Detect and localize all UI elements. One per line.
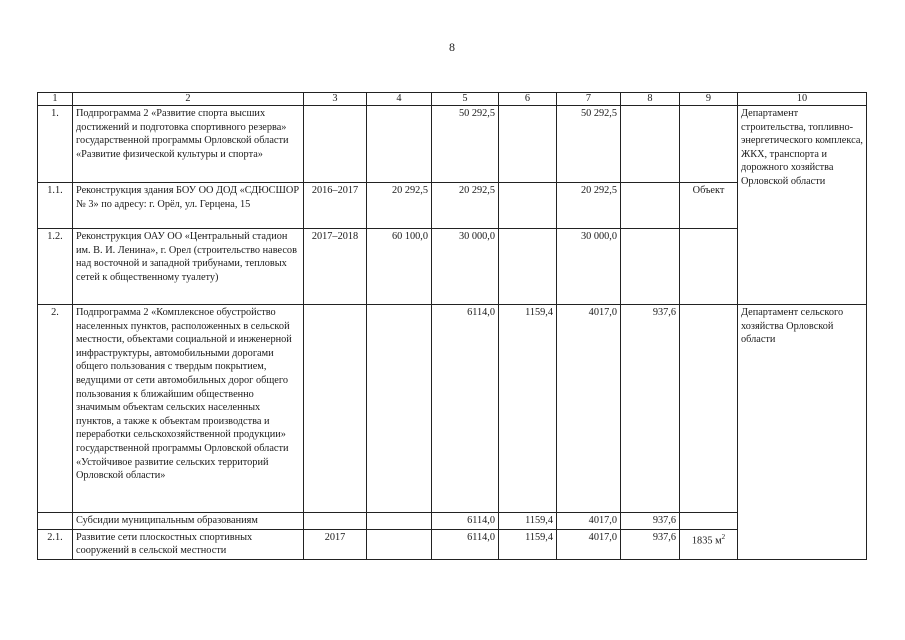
col-header: 7 xyxy=(557,93,621,106)
row-value-c7: 50 292,5 xyxy=(557,106,621,183)
row-number: 2.1. xyxy=(38,529,73,559)
row-value-c8 xyxy=(621,229,680,305)
row-value-c5: 30 000,0 xyxy=(432,229,499,305)
row-period xyxy=(304,513,367,530)
row-value-c5: 6114,0 xyxy=(432,529,499,559)
row-value-c6: 1159,4 xyxy=(499,513,557,530)
row-number: 1.1. xyxy=(38,183,73,229)
row-period xyxy=(304,106,367,183)
row-period: 2016–2017 xyxy=(304,183,367,229)
row-name: Развитие сети плоскостных спортивных сооружений в сельской местности xyxy=(73,529,304,559)
row-name: Реконструкция ОАУ ОО «Центральный стадион им. В. И. Ленина», г. Орел (строительство навесов над восточной и западной трибунами, тепловых сетей к общественному туалету) xyxy=(73,229,304,305)
col-header: 6 xyxy=(499,93,557,106)
row-value-c5: 20 292,5 xyxy=(432,183,499,229)
row-name: Реконструкция здания БОУ ОО ДОД «СДЮСШОР № 3» по адресу: г. Орёл, ул. Герцена, 15 xyxy=(73,183,304,229)
row-value-c5: 50 292,5 xyxy=(432,106,499,183)
row-name: Подпрограмма 2 «Комплексное обустройство населенных пунктов, расположенных в сельской местности, объектами социальной и инженерной инфраструктуры, автомобильными дорогами общего пользования с твердым покрытием, ведущими от сети автомобильных дорог общего пользования к ближайшим общественно значимым объектам сельских населенных пунктов, а также к объектам производства и переработки сельскохозяйственной продукции» государственной программы Орловской области «Устойчивое развитие сельских территорий Орловской области» xyxy=(73,305,304,513)
col-header: 2 xyxy=(73,93,304,106)
row-number xyxy=(38,513,73,530)
row-number: 2. xyxy=(38,305,73,513)
row-value-c8: 937,6 xyxy=(621,513,680,530)
col-header: 8 xyxy=(621,93,680,106)
row-value-c7: 30 000,0 xyxy=(557,229,621,305)
row-number: 1.2. xyxy=(38,229,73,305)
row-value-c8: 937,6 xyxy=(621,529,680,559)
row-value-c7: 4017,0 xyxy=(557,513,621,530)
row-value-c9: Объект xyxy=(680,183,738,229)
row-value-c9 xyxy=(680,513,738,530)
row-value-c4: 60 100,0 xyxy=(367,229,432,305)
row-number: 1. xyxy=(38,106,73,183)
row-value-c6 xyxy=(499,229,557,305)
row-value-c4: 20 292,5 xyxy=(367,183,432,229)
row-value-c9 xyxy=(680,106,738,183)
row-value-c9 xyxy=(680,229,738,305)
col-header: 5 xyxy=(432,93,499,106)
area-unit-exponent: 2 xyxy=(721,532,726,541)
area-value: 1835 м xyxy=(691,535,722,547)
col-header: 4 xyxy=(367,93,432,106)
row-value-c9 xyxy=(680,529,738,559)
col-header: 1 xyxy=(38,93,73,106)
row-value-c7: 4017,0 xyxy=(557,305,621,513)
department-cell: Департамент строительства, топливно-энергетического комплекса, ЖКХ, транспорта и дорожного хозяйства Орловской области xyxy=(738,106,867,305)
row-value-c6: 1159,4 xyxy=(499,305,557,513)
row-name: Подпрограмма 2 «Развитие спорта высших достижений и подготовка спортивного резерва» государственной программы Орловской области «Развитие физической культуры и спорта» xyxy=(73,106,304,183)
row-value-c7: 4017,0 xyxy=(557,529,621,559)
header-row xyxy=(38,93,867,106)
row-name: Субсидии муниципальным образованиям xyxy=(73,513,304,530)
col-header: 9 xyxy=(680,93,738,106)
row-value-c6 xyxy=(499,106,557,183)
row-value-c6 xyxy=(499,183,557,229)
row-value-c4 xyxy=(367,529,432,559)
row-value-c8 xyxy=(621,106,680,183)
row-period xyxy=(304,305,367,513)
table-row xyxy=(38,106,867,183)
row-period: 2017–2018 xyxy=(304,229,367,305)
row-value-c5: 6114,0 xyxy=(432,305,499,513)
row-value-c9 xyxy=(680,305,738,513)
row-value-c6: 1159,4 xyxy=(499,529,557,559)
row-value-c5: 6114,0 xyxy=(432,513,499,530)
row-value-c7: 20 292,5 xyxy=(557,183,621,229)
page-number: 8 xyxy=(449,40,455,54)
row-value-c4 xyxy=(367,106,432,183)
row-value-c4 xyxy=(367,305,432,513)
program-table xyxy=(37,92,867,560)
col-header: 3 xyxy=(304,93,367,106)
col-header: 10 xyxy=(738,93,867,106)
department-cell: Департамент сельского хозяйства Орловской области xyxy=(738,305,867,560)
row-period: 2017 xyxy=(304,529,367,559)
row-value-c4 xyxy=(367,513,432,530)
row-value-c8 xyxy=(621,183,680,229)
row-value-c8: 937,6 xyxy=(621,305,680,513)
table-row xyxy=(38,305,867,513)
